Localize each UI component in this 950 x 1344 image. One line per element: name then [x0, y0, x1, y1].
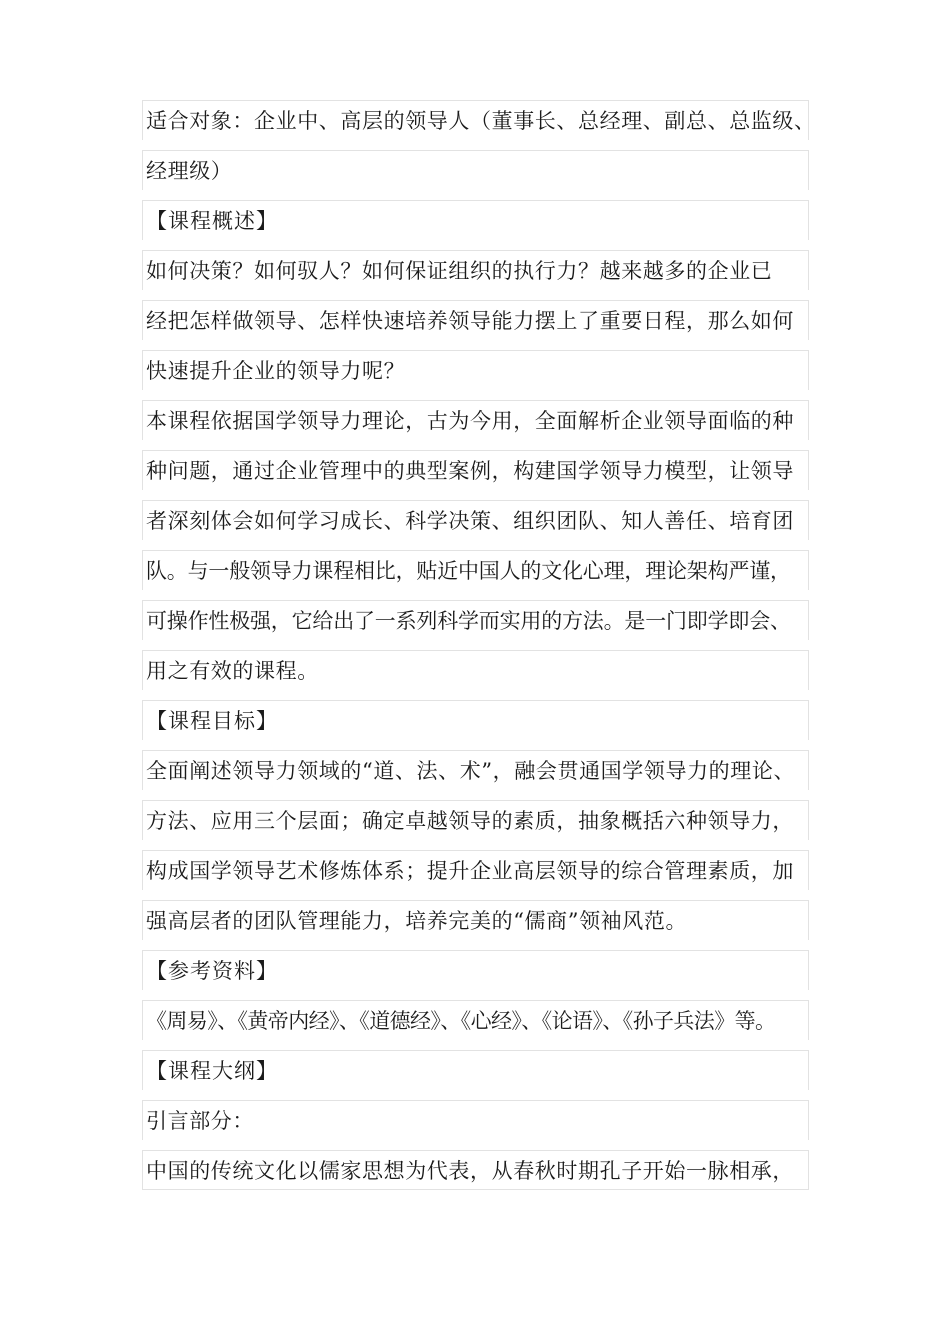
- goals-line-3: 构成国学领导艺术修炼体系；提升企业高层领导的综合管理素质，加: [142, 850, 809, 890]
- overview-line-3: 快速提升企业的领导力呢？: [142, 350, 809, 390]
- goals-line-1: 全面阐述领导力领域的“道、法、术”，融会贯通国学领导力的理论、: [142, 750, 809, 790]
- target-audience-line-1: 适合对象：企业中、高层的领导人（董事长、总经理、副总、总监级、: [142, 100, 809, 140]
- overview-line-8: 可操作性极强，它给出了一系列科学而实用的方法。是一门即学即会、: [142, 600, 809, 640]
- overview-line-5: 种问题，通过企业管理中的典型案例，构建国学领导力模型，让领导: [142, 450, 809, 490]
- overview-line-4: 本课程依据国学领导力理论，古为今用，全面解析企业领导面临的种: [142, 400, 809, 440]
- section-heading-outline: 【课程大纲】: [142, 1050, 809, 1090]
- section-heading-references: 【参考资料】: [142, 950, 809, 990]
- goals-line-2: 方法、应用三个层面；确定卓越领导的素质，抽象概括六种领导力，: [142, 800, 809, 840]
- outline-intro-label: 引言部分：: [142, 1100, 809, 1140]
- overview-line-9: 用之有效的课程。: [142, 650, 809, 690]
- overview-line-1: 如何决策？如何驭人？如何保证组织的执行力？越来越多的企业已: [142, 250, 809, 290]
- overview-line-2: 经把怎样做领导、怎样快速培养领导能力摆上了重要日程，那么如何: [142, 300, 809, 340]
- references-line: 《周易》、《黄帝内经》、《道德经》、《心经》、《论语》、《孙子兵法》等。: [142, 1000, 809, 1040]
- overview-line-6: 者深刻体会如何学习成长、科学决策、组织团队、知人善任、培育团: [142, 500, 809, 540]
- goals-line-4: 强高层者的团队管理能力，培养完美的“儒商”领袖风范。: [142, 900, 809, 940]
- overview-line-7: 队。与一般领导力课程相比，贴近中国人的文化心理，理论架构严谨，: [142, 550, 809, 590]
- section-heading-goals: 【课程目标】: [142, 700, 809, 740]
- section-heading-overview: 【课程概述】: [142, 200, 809, 240]
- outline-line-1: 中国的传统文化以儒家思想为代表，从春秋时期孔子开始一脉相承，: [142, 1150, 809, 1190]
- target-audience-line-2: 经理级）: [142, 150, 809, 190]
